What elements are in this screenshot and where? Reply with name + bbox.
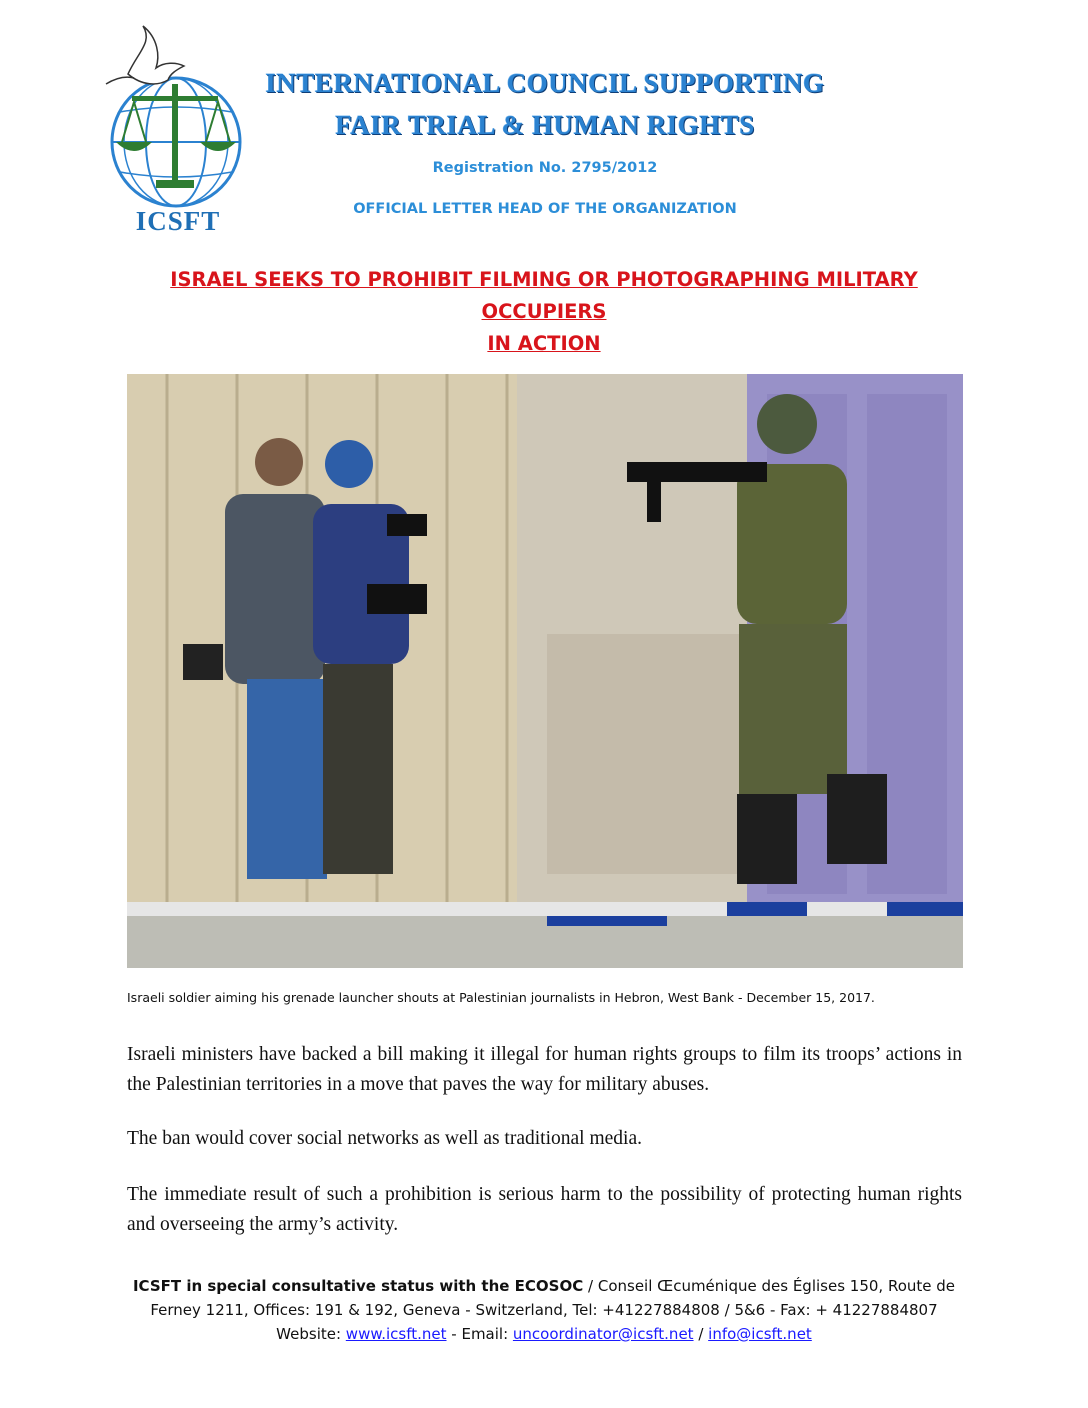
paragraph-3: The immediate result of such a prohibition is serious harm to the possibility of protecting human rights and overseeing the army’s activity. [127,1184,962,1235]
photo-illustration [127,374,963,968]
email-link-info[interactable]: info@icsft.net [708,1325,812,1343]
org-title-line2: FAIR TRIAL & HUMAN RIGHTS [335,110,755,140]
org-title-line1: INTERNATIONAL COUNCIL SUPPORTING [265,68,825,98]
paragraph-2: The ban would cover social networks as well as traditional media. [127,1128,642,1149]
footer-status: ICSFT in special consultative status with the ECOSOC [132,1277,584,1295]
email-link-coordinator[interactable]: uncoordinator@icsft.net [512,1325,694,1343]
website-link[interactable]: www.icsft.net [345,1325,447,1343]
letterhead-label: OFFICIAL LETTER HEAD OF THE ORGANIZATION [353,201,737,217]
footer-address: / Conseil Œcuménique des Églises 150, Route de Ferney 1211, Offices: 191 & 192, Geneva - Switzerland, Tel: +41227884808 / 5&6 - Fax: + 41227884807 [150,1277,956,1319]
email-label: - Email: [446,1325,513,1343]
photo-caption: Israeli soldier aiming his grenade launcher shouts at Palestinian journalists in Hebron, West Bank - December 15, 2017. [127,990,875,1005]
headline-line2: IN ACTION [487,332,601,355]
registration-number: Registration No. 2795/2012 [432,160,658,176]
paragraph-1: Israeli ministers have backed a bill making it illegal for human rights groups to film its troops’ actions in the Palestinian territories in a move that paves the way for military abuses. [127,1044,962,1095]
article-photo [127,374,963,968]
logo-text: ICSFT [135,206,221,236]
article-headline [110,264,978,360]
headline-line1: ISRAEL SEEKS TO PROHIBIT FILMING OR PHOTOGRAPHING MILITARY OCCUPIERS [170,268,918,323]
website-label: Website: [276,1325,346,1343]
email-separator: / [693,1325,709,1343]
footer [120,1274,968,1346]
